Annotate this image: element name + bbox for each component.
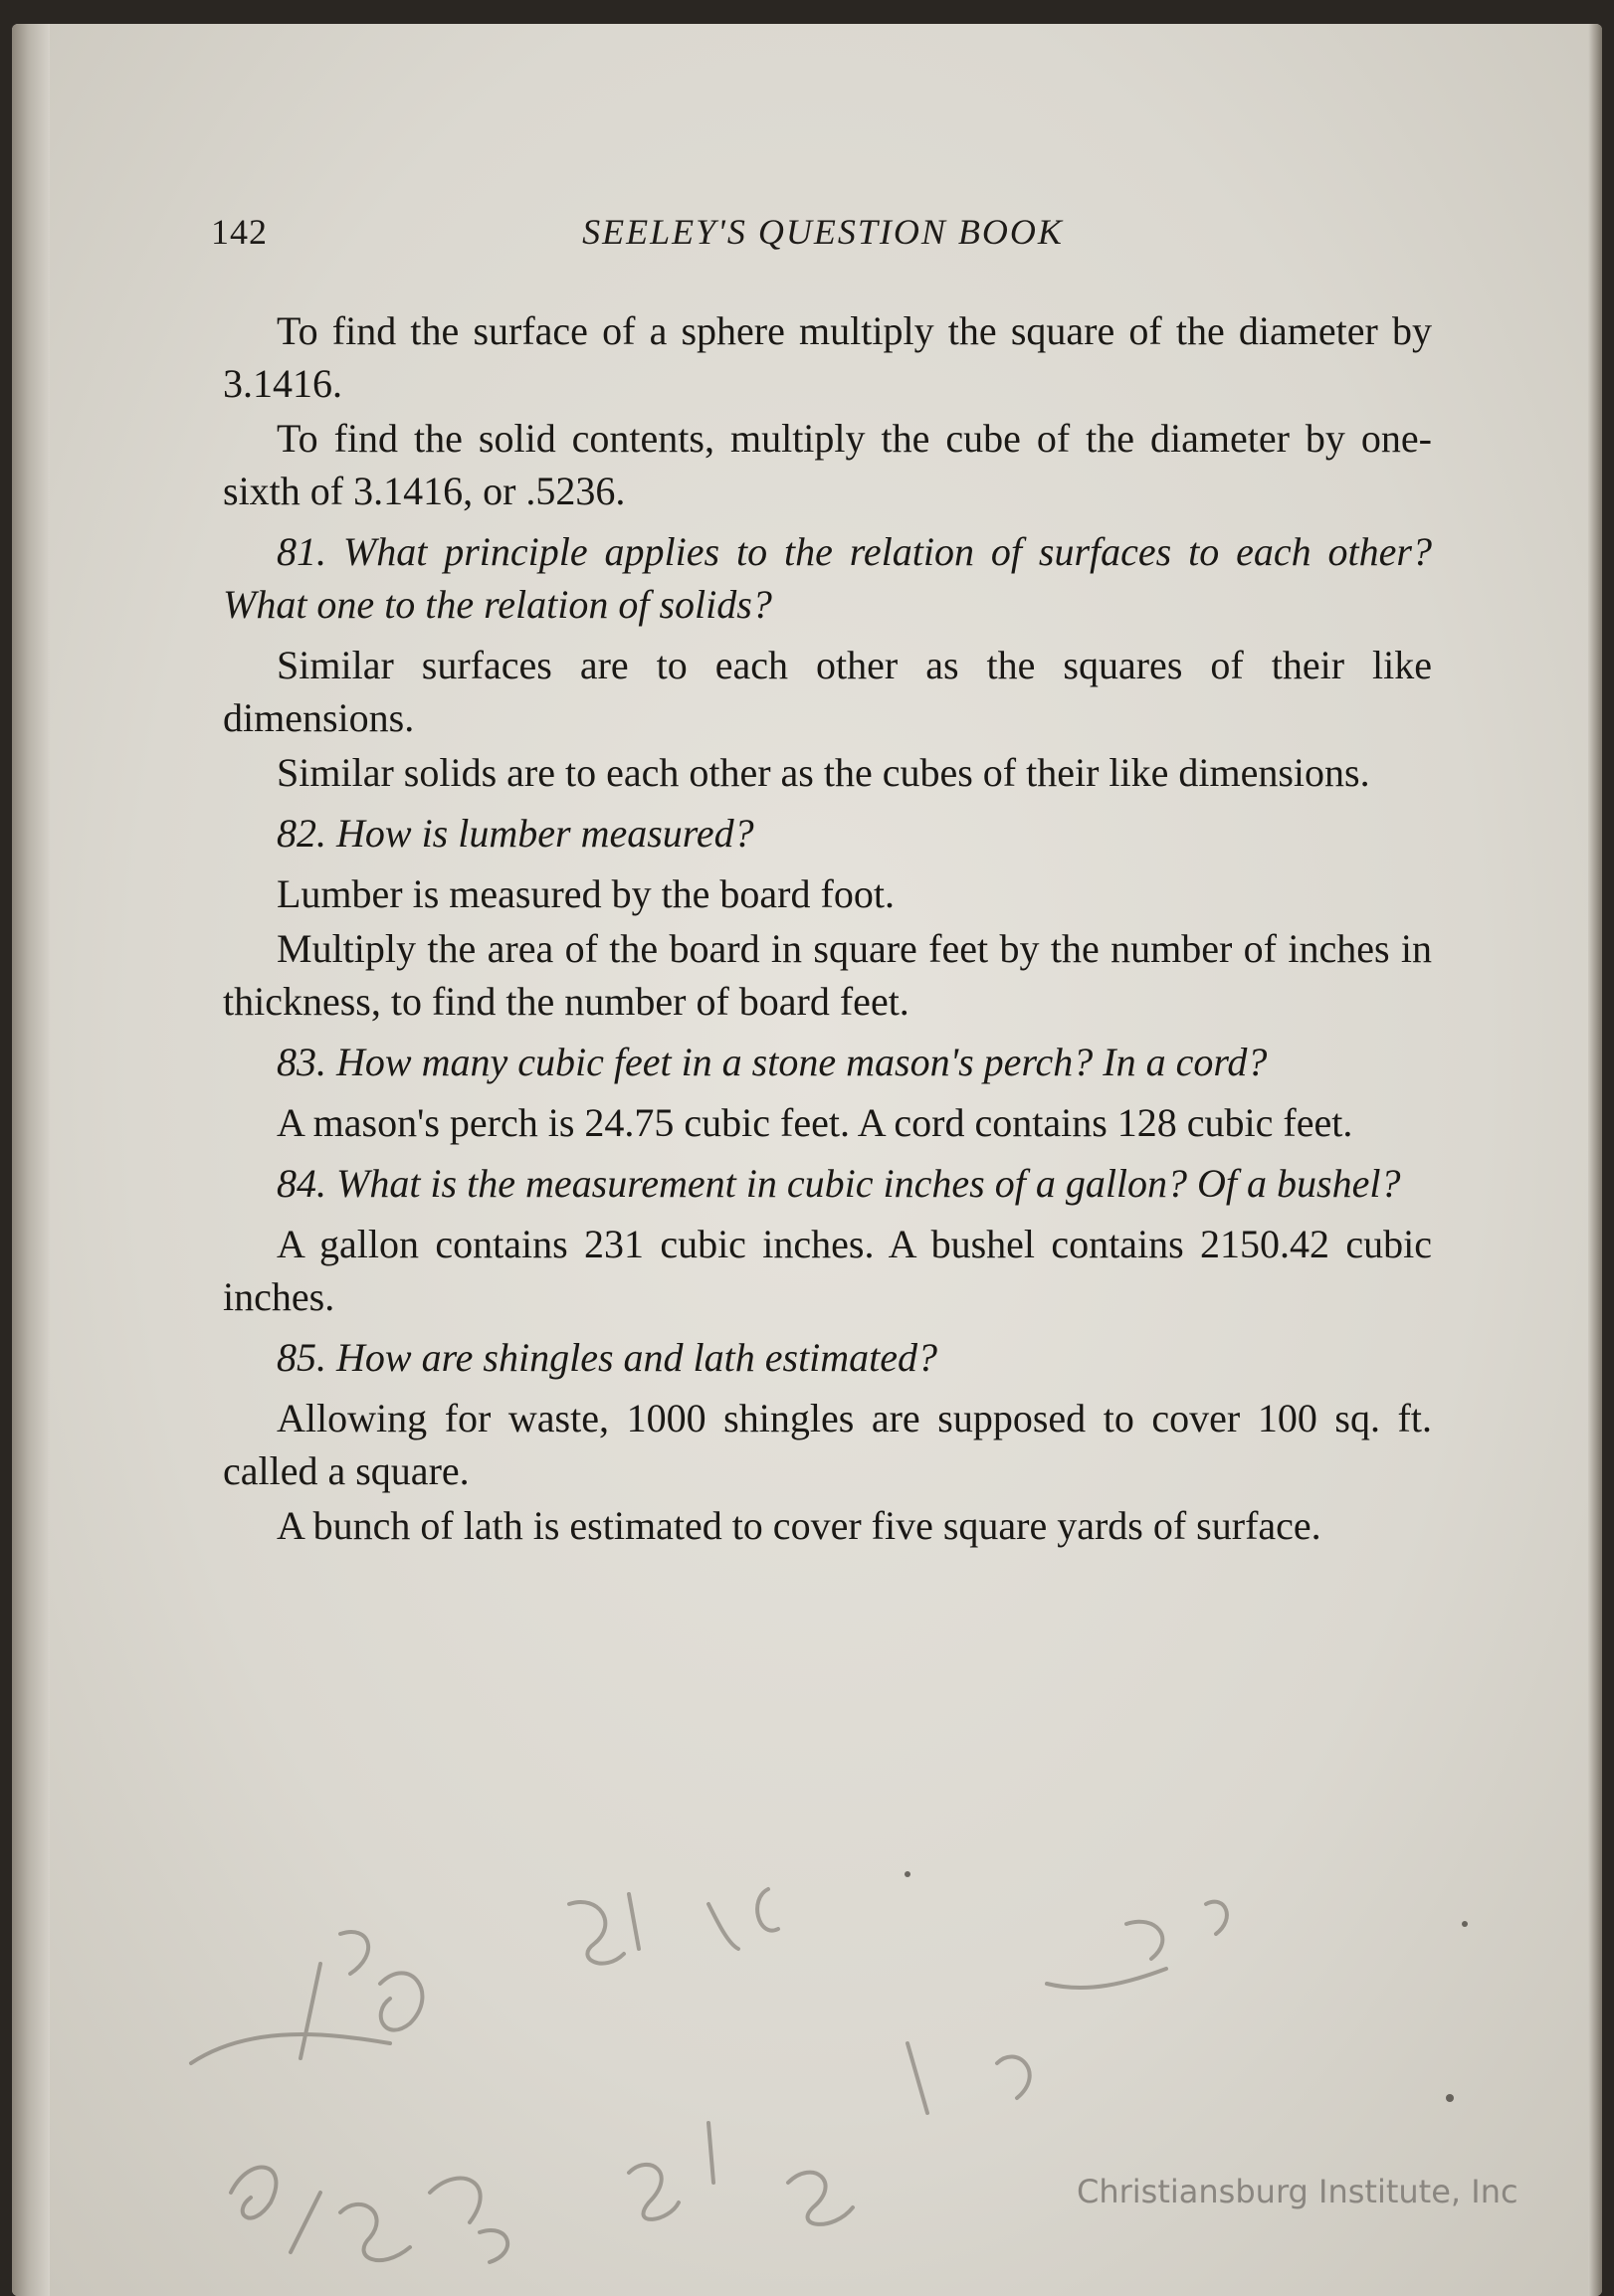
page-header <box>211 203 1435 257</box>
book-page <box>12 24 1602 2296</box>
page-number: 142 <box>211 212 268 252</box>
answer-82-method: Multiply the area of the board in square feet by the number of inches in thickness, to find the number of board feet. <box>223 926 1432 1024</box>
answer-81-solids: Similar solids are to each other as the cubes of their like dimensions. <box>277 750 1370 795</box>
answer-85-lath: A bunch of lath is estimated to cover five square yards of surface. <box>277 1503 1321 1548</box>
answer-84: A gallon contains 231 cubic inches. A bushel contains 2150.42 cubic inches. <box>223 1222 1432 1319</box>
answer-85-shingles: Allowing for waste, 1000 shingles are supposed to cover 100 sq. ft. called a square. <box>223 1396 1432 1493</box>
body-text <box>223 304 1432 1554</box>
question-82: 82. How is lumber measured? <box>277 811 754 856</box>
paragraph-sphere-surface: To find the surface of a sphere multiply the square of the diameter by 3.1416. <box>223 308 1432 406</box>
watermark-credit: Christiansburg Institute, Inc <box>1077 2173 1518 2210</box>
paragraph-sphere-solid: To find the solid contents, multiply the cube of the diameter by one-sixth of 3.1416, or .5236. <box>223 416 1432 513</box>
question-85: 85. How are shingles and lath estimated? <box>277 1335 938 1380</box>
page-edge <box>1588 24 1602 2296</box>
question-84: 84. What is the measurement in cubic inches of a gallon? Of a bushel? <box>277 1161 1401 1206</box>
question-81: 81. What principle applies to the relation of surfaces to each other? What one to the relation of solids? <box>223 529 1432 627</box>
question-83: 83. How many cubic feet in a stone mason's perch? In a cord? <box>277 1040 1268 1084</box>
answer-82-board-foot: Lumber is measured by the board foot. <box>277 871 895 916</box>
running-title: SEELEY'S QUESTION BOOK <box>582 212 1064 252</box>
answer-83: A mason's perch is 24.75 cubic feet. A cord contains 128 cubic feet. <box>277 1100 1353 1145</box>
book-spine <box>12 24 50 2296</box>
pencil-scribbles <box>151 1864 1544 2282</box>
answer-81-surfaces: Similar surfaces are to each other as the squares of their like dimensions. <box>223 643 1432 740</box>
